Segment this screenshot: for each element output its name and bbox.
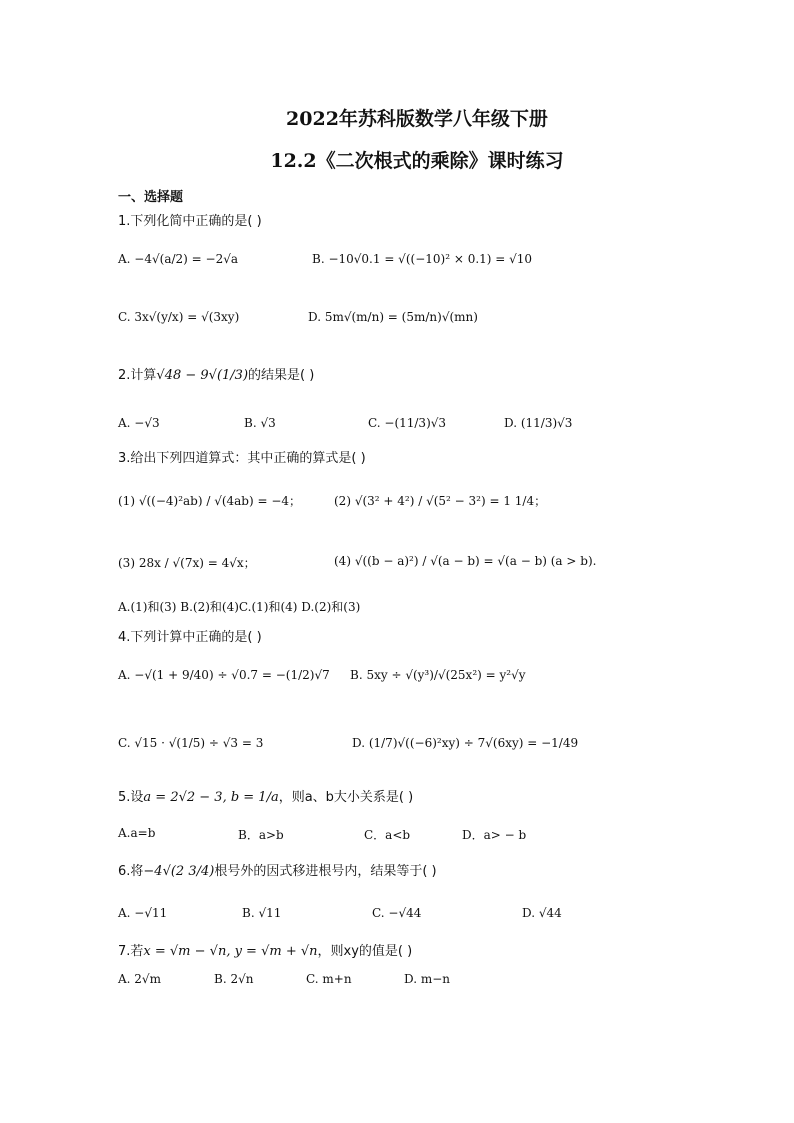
q2-stem-post: 的结果是( ) — [248, 368, 315, 383]
q2-option-a: A. −√3 — [118, 416, 160, 430]
q4-stem: 4.下列计算中正确的是( ) — [118, 630, 262, 645]
q2-option-d: D. (11/3)√3 — [504, 416, 573, 430]
document-subtitle: 12.2《二次根式的乘除》课时练习 — [270, 150, 564, 172]
q7-stem — [118, 940, 412, 959]
q6-stem-pre: 6.将 — [118, 864, 144, 879]
q5-option-a: A.a=b — [118, 826, 156, 840]
q5-option-c: C．a<b — [364, 828, 411, 842]
q4-option-c: C. √15 · √(1/5) ÷ √3 = 3 — [118, 736, 264, 750]
q7-option-d: D. m−n — [404, 972, 450, 986]
q5-option-b: B．a>b — [238, 828, 284, 842]
q7-stem-post: ，则xy的值是( ) — [317, 944, 413, 959]
document-title: 2022年苏科版数学八年级下册 — [286, 108, 548, 130]
q4-option-a: A. −√(1 + 9/40) ÷ √0.7 = −(1/2)√7 — [118, 668, 330, 682]
q6-stem-post: 根号外的因式移进根号内，结果等于( ) — [214, 864, 437, 879]
section-heading: 一、选择题 — [118, 190, 184, 205]
q3-stem: 3.给出下列四道算式：其中正确的算式是( ) — [118, 451, 366, 466]
q6-expression: −4√(2 3/4) — [143, 864, 215, 879]
q4-option-b: B. 5xy ÷ √(y³)/√(25x²) = y²√y — [350, 668, 526, 682]
q7-option-b: B. 2√n — [214, 972, 254, 986]
q5-stem — [118, 786, 413, 805]
q3-expression-2: (2) √(3² + 4²) / √(5² − 3²) = 1 1/4； — [334, 494, 547, 508]
q5-stem-pre: 5.设 — [118, 790, 144, 805]
q7-option-c: C. m+n — [306, 972, 352, 986]
q2-option-b: B. √3 — [244, 416, 276, 430]
q3-expression-1: (1) √((−4)²ab) / √(4ab) = −4； — [118, 494, 302, 508]
q1-stem: 1.下列化简中正确的是( ) — [118, 214, 262, 229]
q1-option-a: A. −4√(a/2) = −2√a — [118, 252, 238, 266]
q6-option-d: D. √44 — [522, 906, 562, 920]
q2-stem — [118, 364, 314, 383]
q5-stem-post: ，则a、b大小关系是( ) — [278, 790, 414, 805]
q7-option-a: A. 2√m — [118, 972, 161, 986]
q1-option-b: B. −10√0.1 = √((−10)² × 0.1) = √10 — [312, 252, 533, 266]
q4-option-d: D. (1/7)√((−6)²xy) ÷ 7√(6xy) = −1/49 — [352, 736, 579, 750]
q6-option-a: A. −√11 — [118, 906, 168, 920]
q7-expression: x = √m − √n, y = √m + √n — [143, 944, 318, 959]
q2-option-c: C. −(11/3)√3 — [368, 416, 447, 430]
q3-expression-4: (4) √((b − a)²) / √(a − b) = √(a − b) (a > b). — [334, 554, 597, 568]
q6-stem — [118, 860, 437, 879]
q6-option-b: B. √11 — [242, 906, 282, 920]
q6-option-c: C. −√44 — [372, 906, 422, 920]
q3-expression-3: (3) 28x / √(7x) = 4√x； — [118, 556, 256, 570]
q1-option-c: C. 3x√(y/x) = √(3xy) — [118, 310, 240, 324]
q3-options: A.(1)和(3) B.(2)和(4)C.(1)和(4) D.(2)和(3) — [118, 600, 361, 614]
q7-stem-pre: 7.若 — [118, 944, 144, 959]
q2-stem-pre: 2.计算 — [118, 368, 157, 383]
q1-option-d: D. 5m√(m/n) = (5m/n)√(mn) — [308, 310, 478, 324]
q2-expression: √48 − 9√(1/3) — [156, 368, 249, 383]
q5-option-d: D．a> − b — [462, 828, 527, 842]
q5-expression: a = 2√2 − 3, b = 1/a — [143, 790, 279, 805]
